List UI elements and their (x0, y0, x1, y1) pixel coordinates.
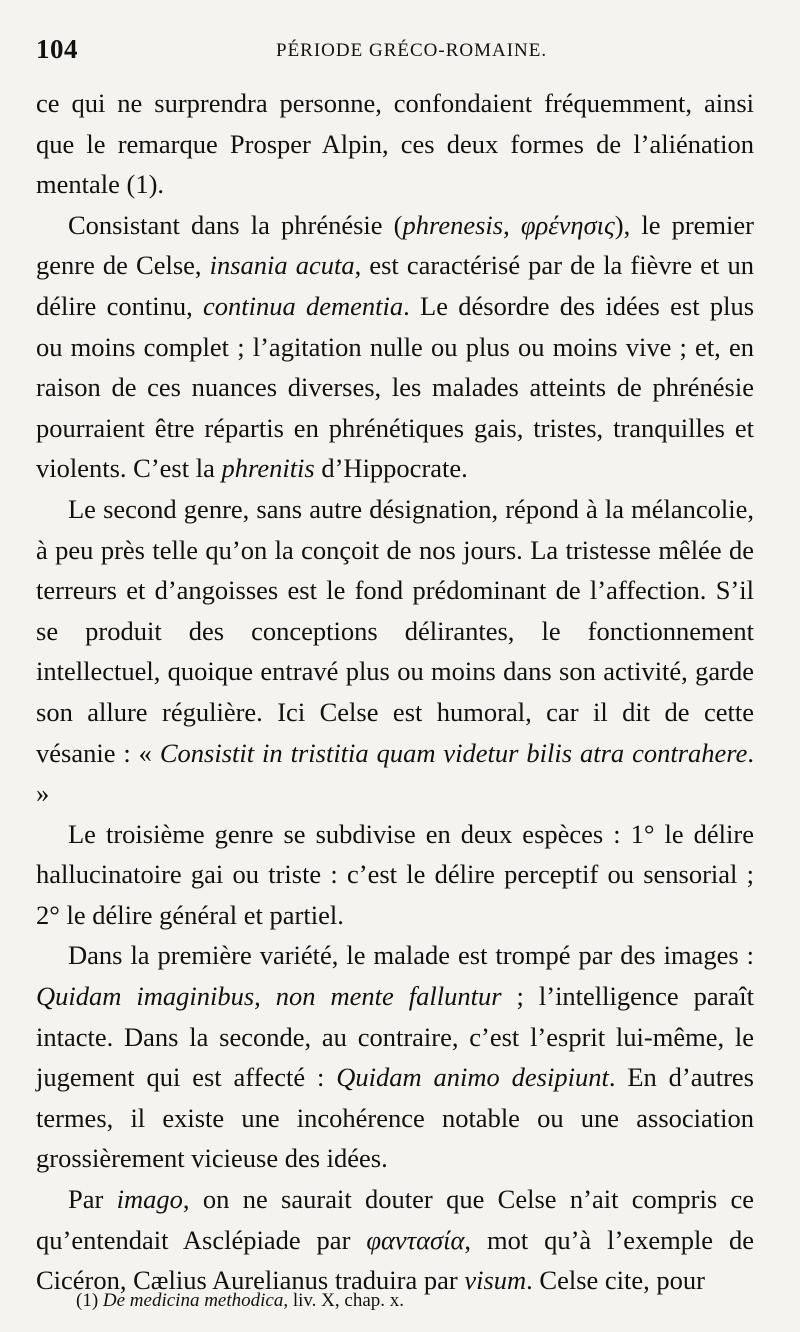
italic-run: phrenitis (221, 453, 315, 484)
text-run: ce qui ne surprendra personne, confondaient fréquemment, ainsi que le remarque Prosper Alpin, ces deux formes de l’aliénation mentale (1). (36, 88, 754, 200)
italic-run: continua dementia (203, 290, 404, 321)
text-run: Le second genre, sans autre désignation, répond à la mélancolie, à peu près telle qu’on la conçoit de nos jours. La tristesse mêlée de terreurs et d’angoisses est le fond prédominant de l’affection. S’il se produit des conceptions délirantes, le fonctionnement intellectuel, quoique entravé plus ou moins dans son activité, garde son allure régulière. Ici Celse est humoral, car il dit de cette vésanie : « (36, 493, 754, 768)
text-run: ; l’intelligence paraît intacte. Dans la seconde, au contraire, c’est l’esprit lui-même, le jugement qui est affecté : (36, 981, 754, 1093)
paragraph (36, 1179, 754, 1301)
footnote (76, 1290, 404, 1312)
text-run: Dans la première variété, le malade est trompé par des images : (68, 940, 754, 971)
paragraph (36, 489, 754, 814)
text-run: . Le désordre des idées est plus ou moins complet ; l’agitation nulle ou plus ou moins vive ; et, en raison de ces nuances diverses, les malades atteints de phrénésie pourraient être répartis en phrénétiques gais, tristes, tranquilles et violents. C’est la (36, 290, 755, 484)
italic-run: insania acuta (209, 250, 355, 281)
paragraph (36, 935, 754, 1179)
footnote-ref: , liv. X, chap. x. (283, 1290, 405, 1311)
footnote-title: De medicina methodica (102, 1290, 284, 1311)
italic-run: Consistit in tristitia quam videtur bilis atra contrahere (159, 737, 748, 768)
italic-run: Quidam animo desipiunt (336, 1062, 609, 1093)
text-run: Consistant dans la phrénésie ( (68, 209, 403, 240)
text-run: . Celse cite, pour (526, 1265, 705, 1296)
italic-run: φρένησις (520, 209, 615, 240)
text-run: ), le premier genre de Celse, (36, 209, 754, 281)
italic-run: Quidam imaginibus, non mente falluntur (36, 981, 502, 1012)
page-header (30, 34, 770, 70)
footnote-marker: (1) (76, 1290, 99, 1311)
body-text (36, 83, 754, 1301)
running-head: PÉRIODE GRÉCO-ROMAINE. (276, 40, 548, 61)
paragraph (36, 83, 754, 205)
italic-run: phrenesis (402, 209, 504, 240)
text-run: , (503, 209, 521, 240)
italic-run: φαντασία (366, 1224, 465, 1255)
page-number: 104 (36, 34, 78, 64)
text-run: Par (68, 1184, 117, 1215)
text-run: . » (36, 737, 754, 809)
text-run: d’Hippocrate. (314, 453, 468, 484)
italic-run: visum (464, 1265, 527, 1296)
text-run: . En d’autres termes, il existe une incohérence notable ou une association grossièrement vicieuse des idées. (36, 1062, 754, 1174)
text-run: , est caractérisé par de la fièvre et un délire continu, (36, 250, 754, 321)
paragraph (36, 205, 754, 489)
paragraph (36, 814, 754, 936)
text-run: , mot qu’à l’exemple de Cicéron, Cælius Aurelianus traduira par (36, 1224, 754, 1296)
italic-run: imago (116, 1184, 183, 1215)
text-run: , on ne saurait douter que Celse n’ait compris ce qu’entendait Asclépiade par (36, 1184, 755, 1255)
text-run: Le troisième genre se subdivise en deux espèces : 1° le délire hallucinatoire gai ou triste : c’est le délire perceptif ou sensorial ; 2° le délire général et partiel. (36, 818, 754, 930)
